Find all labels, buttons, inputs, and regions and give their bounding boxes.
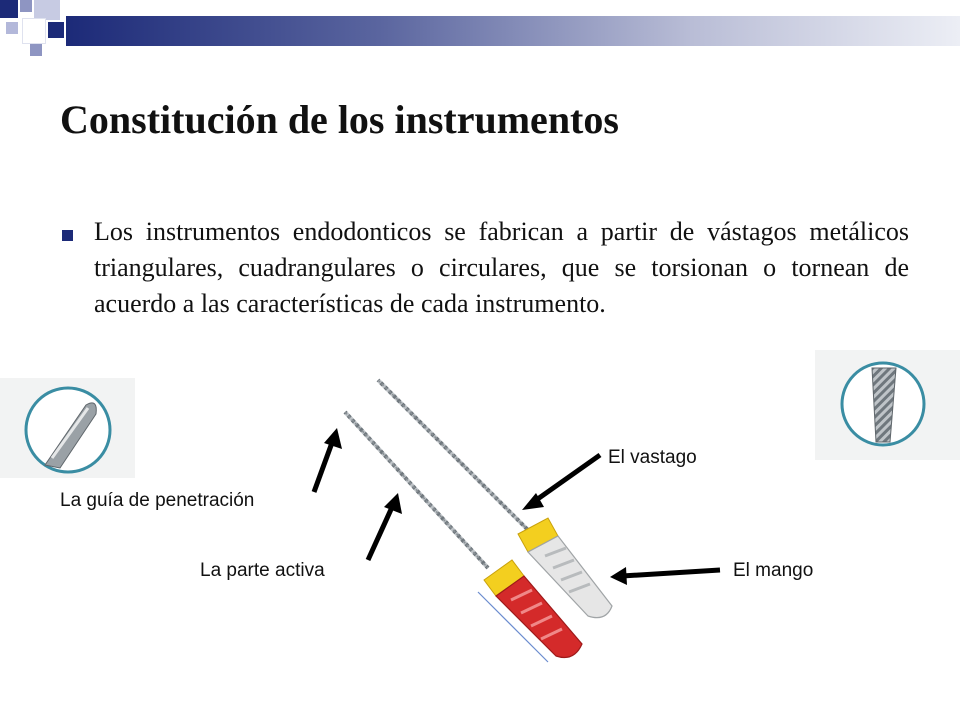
slide-title: Constitución de los instrumentos [60,97,619,142]
tip-magnifier-icon [0,378,135,478]
blade-magnifier-icon [815,350,960,460]
arrow-shaft-icon [522,455,600,510]
arrow-active-icon [368,493,402,560]
bullet-text: Los instrumentos endodonticos se fabrican a partir de vástagos metálicos triangulares, cuadrangulares o circulares, que se torsionan o tornean de acuerdo a las características de cada instrumento. [94,217,909,318]
label-shaft: El vastago [608,447,697,468]
label-handle: El mango [733,560,814,581]
label-guide: La guía de penetración [60,490,255,511]
arrow-guide-icon [314,428,342,492]
label-active: La parte activa [200,560,325,581]
arrow-handle-icon [610,567,720,585]
